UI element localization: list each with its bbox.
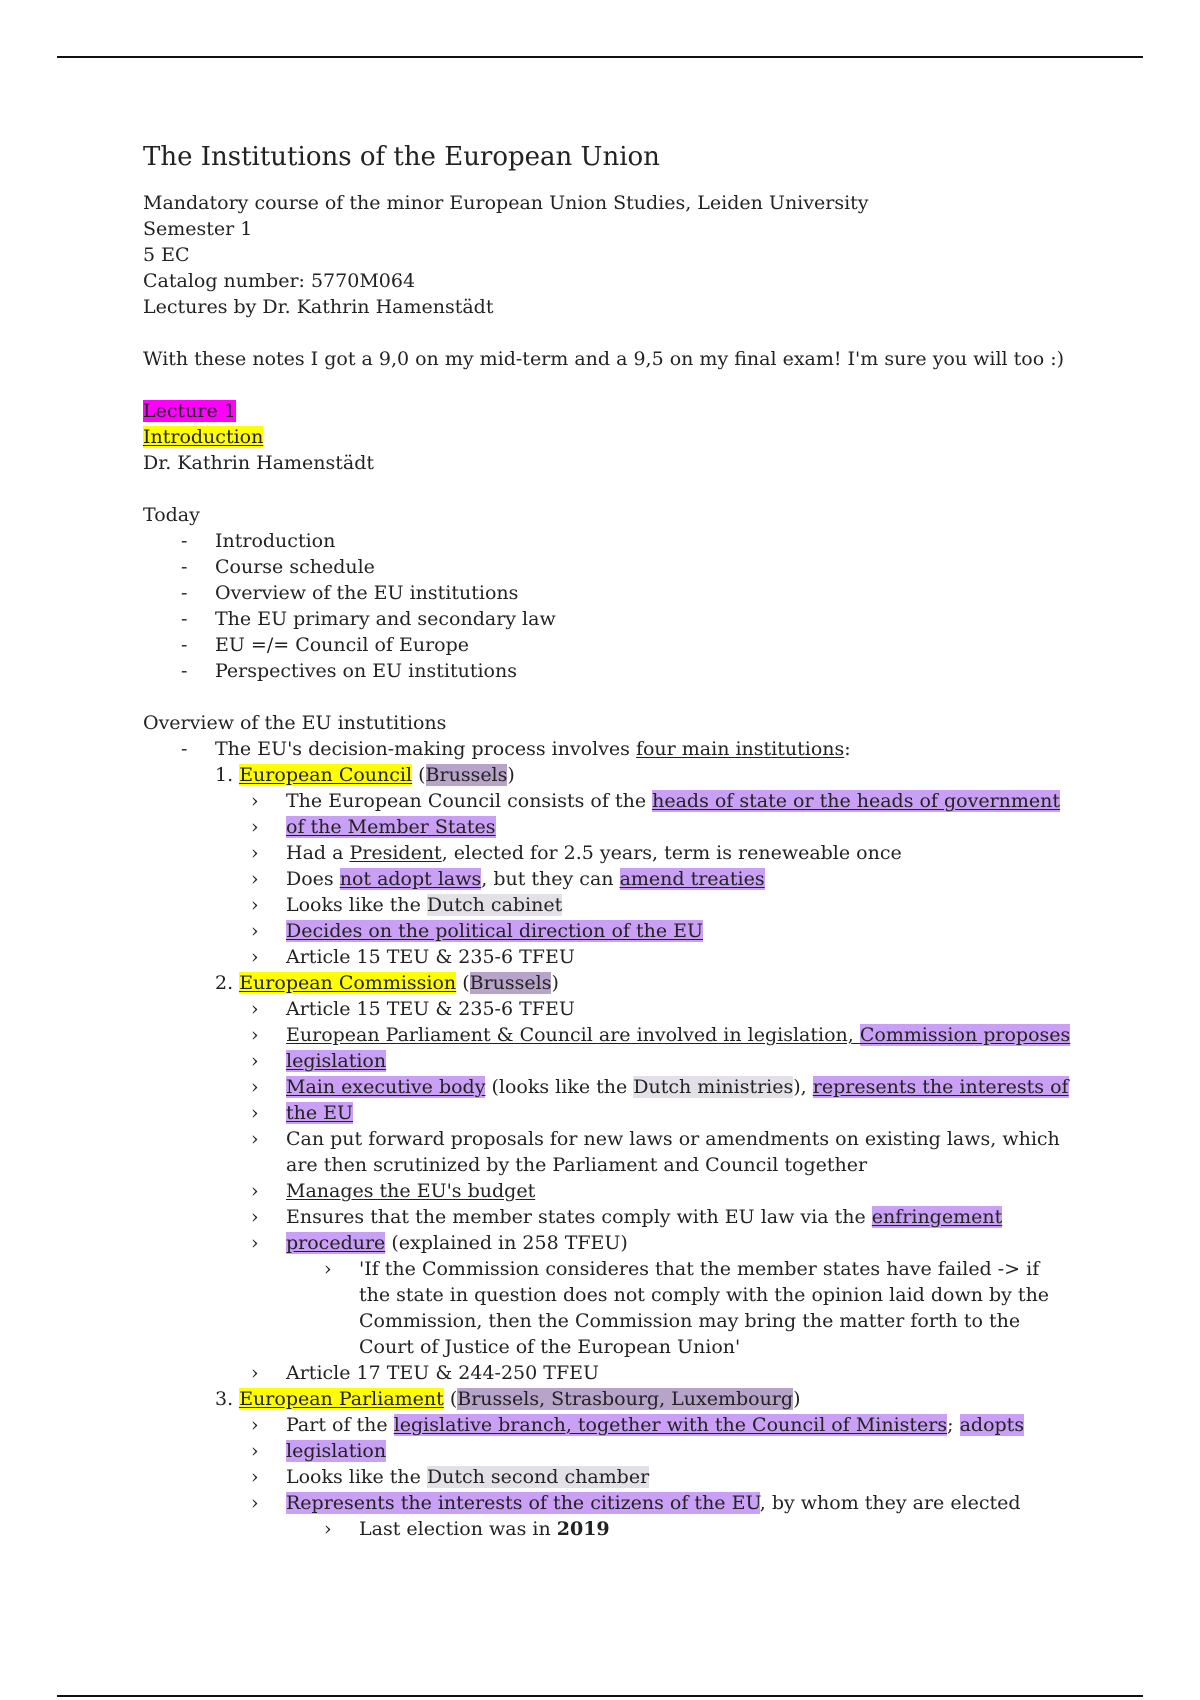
meta-course: Mandatory course of the minor European Union Studies, Leiden University (143, 192, 869, 214)
today-heading: Today (143, 504, 200, 526)
list-item: › Article 15 TEU & 235-6 TFEU (143, 996, 1063, 1022)
overview-intro: - The EU's decision-making process involves four main institutions: (143, 736, 1063, 762)
list-item: - Course schedule (143, 554, 1063, 580)
list-item: › European Parliament & Council are involved in legislation, Commission proposes (143, 1022, 1063, 1048)
list-item-continuation: › legislation (143, 1438, 1063, 1464)
bottom-rule (57, 1695, 1143, 1697)
list-item-continuation: › legislation (143, 1048, 1063, 1074)
list-item-continuation: › of the Member States (143, 814, 1063, 840)
overview-list (143, 736, 1063, 762)
list-item: › The European Council consists of the heads of state or the heads of government (143, 788, 1063, 814)
document-title: The Institutions of the European Union (143, 142, 660, 172)
list-item: › Does not adopt laws, but they can amend treaties (143, 866, 1063, 892)
meta-lecturer: Lectures by Dr. Kathrin Hamenstädt (143, 296, 494, 318)
lecture-label: Lecture 1 (143, 400, 236, 422)
list-item: › Ensures that the member states comply with EU law via the enfringement (143, 1204, 1063, 1230)
list-item: › Looks like the Dutch second chamber (143, 1464, 1063, 1490)
author-note: With these notes I got a 9,0 on my mid-term and a 9,5 on my final exam! I'm sure you will too :) (143, 348, 1065, 370)
list-item-sub: › 'If the Commission consideres that the member states have failed -> if the state in question does not comply with the opinion laid down by the Commission, then the Commission may bring the matter forth to the Court of Justice of the European Union' (143, 1256, 1063, 1360)
list-item: › Part of the legislative branch, together with the Council of Ministers; adopts (143, 1412, 1063, 1438)
list-item: › Article 17 TEU & 244-250 TFEU (143, 1360, 1063, 1386)
document-page (143, 140, 1071, 1542)
list-item: › Represents the interests of the citizens of the EU, by whom they are elected (143, 1490, 1063, 1516)
course-meta (143, 190, 1063, 320)
today-list (143, 528, 1063, 684)
list-item: - The EU primary and secondary law (143, 606, 1063, 632)
list-item-sub: › Last election was in 2019 (143, 1516, 1063, 1542)
list-item-continuation: › procedure (explained in 258 TFEU) (143, 1230, 1063, 1256)
institution-european-council: 1. European Council (Brussels) (215, 764, 515, 786)
list-item: › Looks like the Dutch cabinet (143, 892, 1063, 918)
meta-catalog: Catalog number: 5770M064 (143, 270, 416, 292)
list-item: - Overview of the EU institutions (143, 580, 1063, 606)
top-rule (57, 56, 1143, 58)
list-item: › Manages the EU's budget (143, 1178, 1063, 1204)
meta-credits: 5 EC (143, 244, 190, 266)
list-item: › Had a President, elected for 2.5 years, term is reneweable once (143, 840, 1063, 866)
overview-heading: Overview of the EU instutitions (143, 712, 447, 734)
list-item: - Perspectives on EU institutions (143, 658, 1063, 684)
list-item: › Main executive body (looks like the Dutch ministries), represents the interests of (143, 1074, 1063, 1100)
institution-european-commission: 2. European Commission (Brussels) (215, 972, 559, 994)
meta-semester: Semester 1 (143, 218, 253, 240)
list-item: › Article 15 TEU & 235-6 TFEU (143, 944, 1063, 970)
list-item: › Can put forward proposals for new laws or amendments on existing laws, which are then scrutinized by the Parliament and Council together (143, 1126, 1063, 1178)
list-item-continuation: › the EU (143, 1100, 1063, 1126)
list-item: - Introduction (143, 528, 1063, 554)
list-item: › Decides on the political direction of the EU (143, 918, 1063, 944)
list-item: - EU =/= Council of Europe (143, 632, 1063, 658)
lecture-topic: Introduction (143, 426, 264, 448)
institution-european-parliament: 3. European Parliament (Brussels, Strasbourg, Luxembourg) (215, 1388, 801, 1410)
lecture-lecturer: Dr. Kathrin Hamenstädt (143, 452, 375, 474)
